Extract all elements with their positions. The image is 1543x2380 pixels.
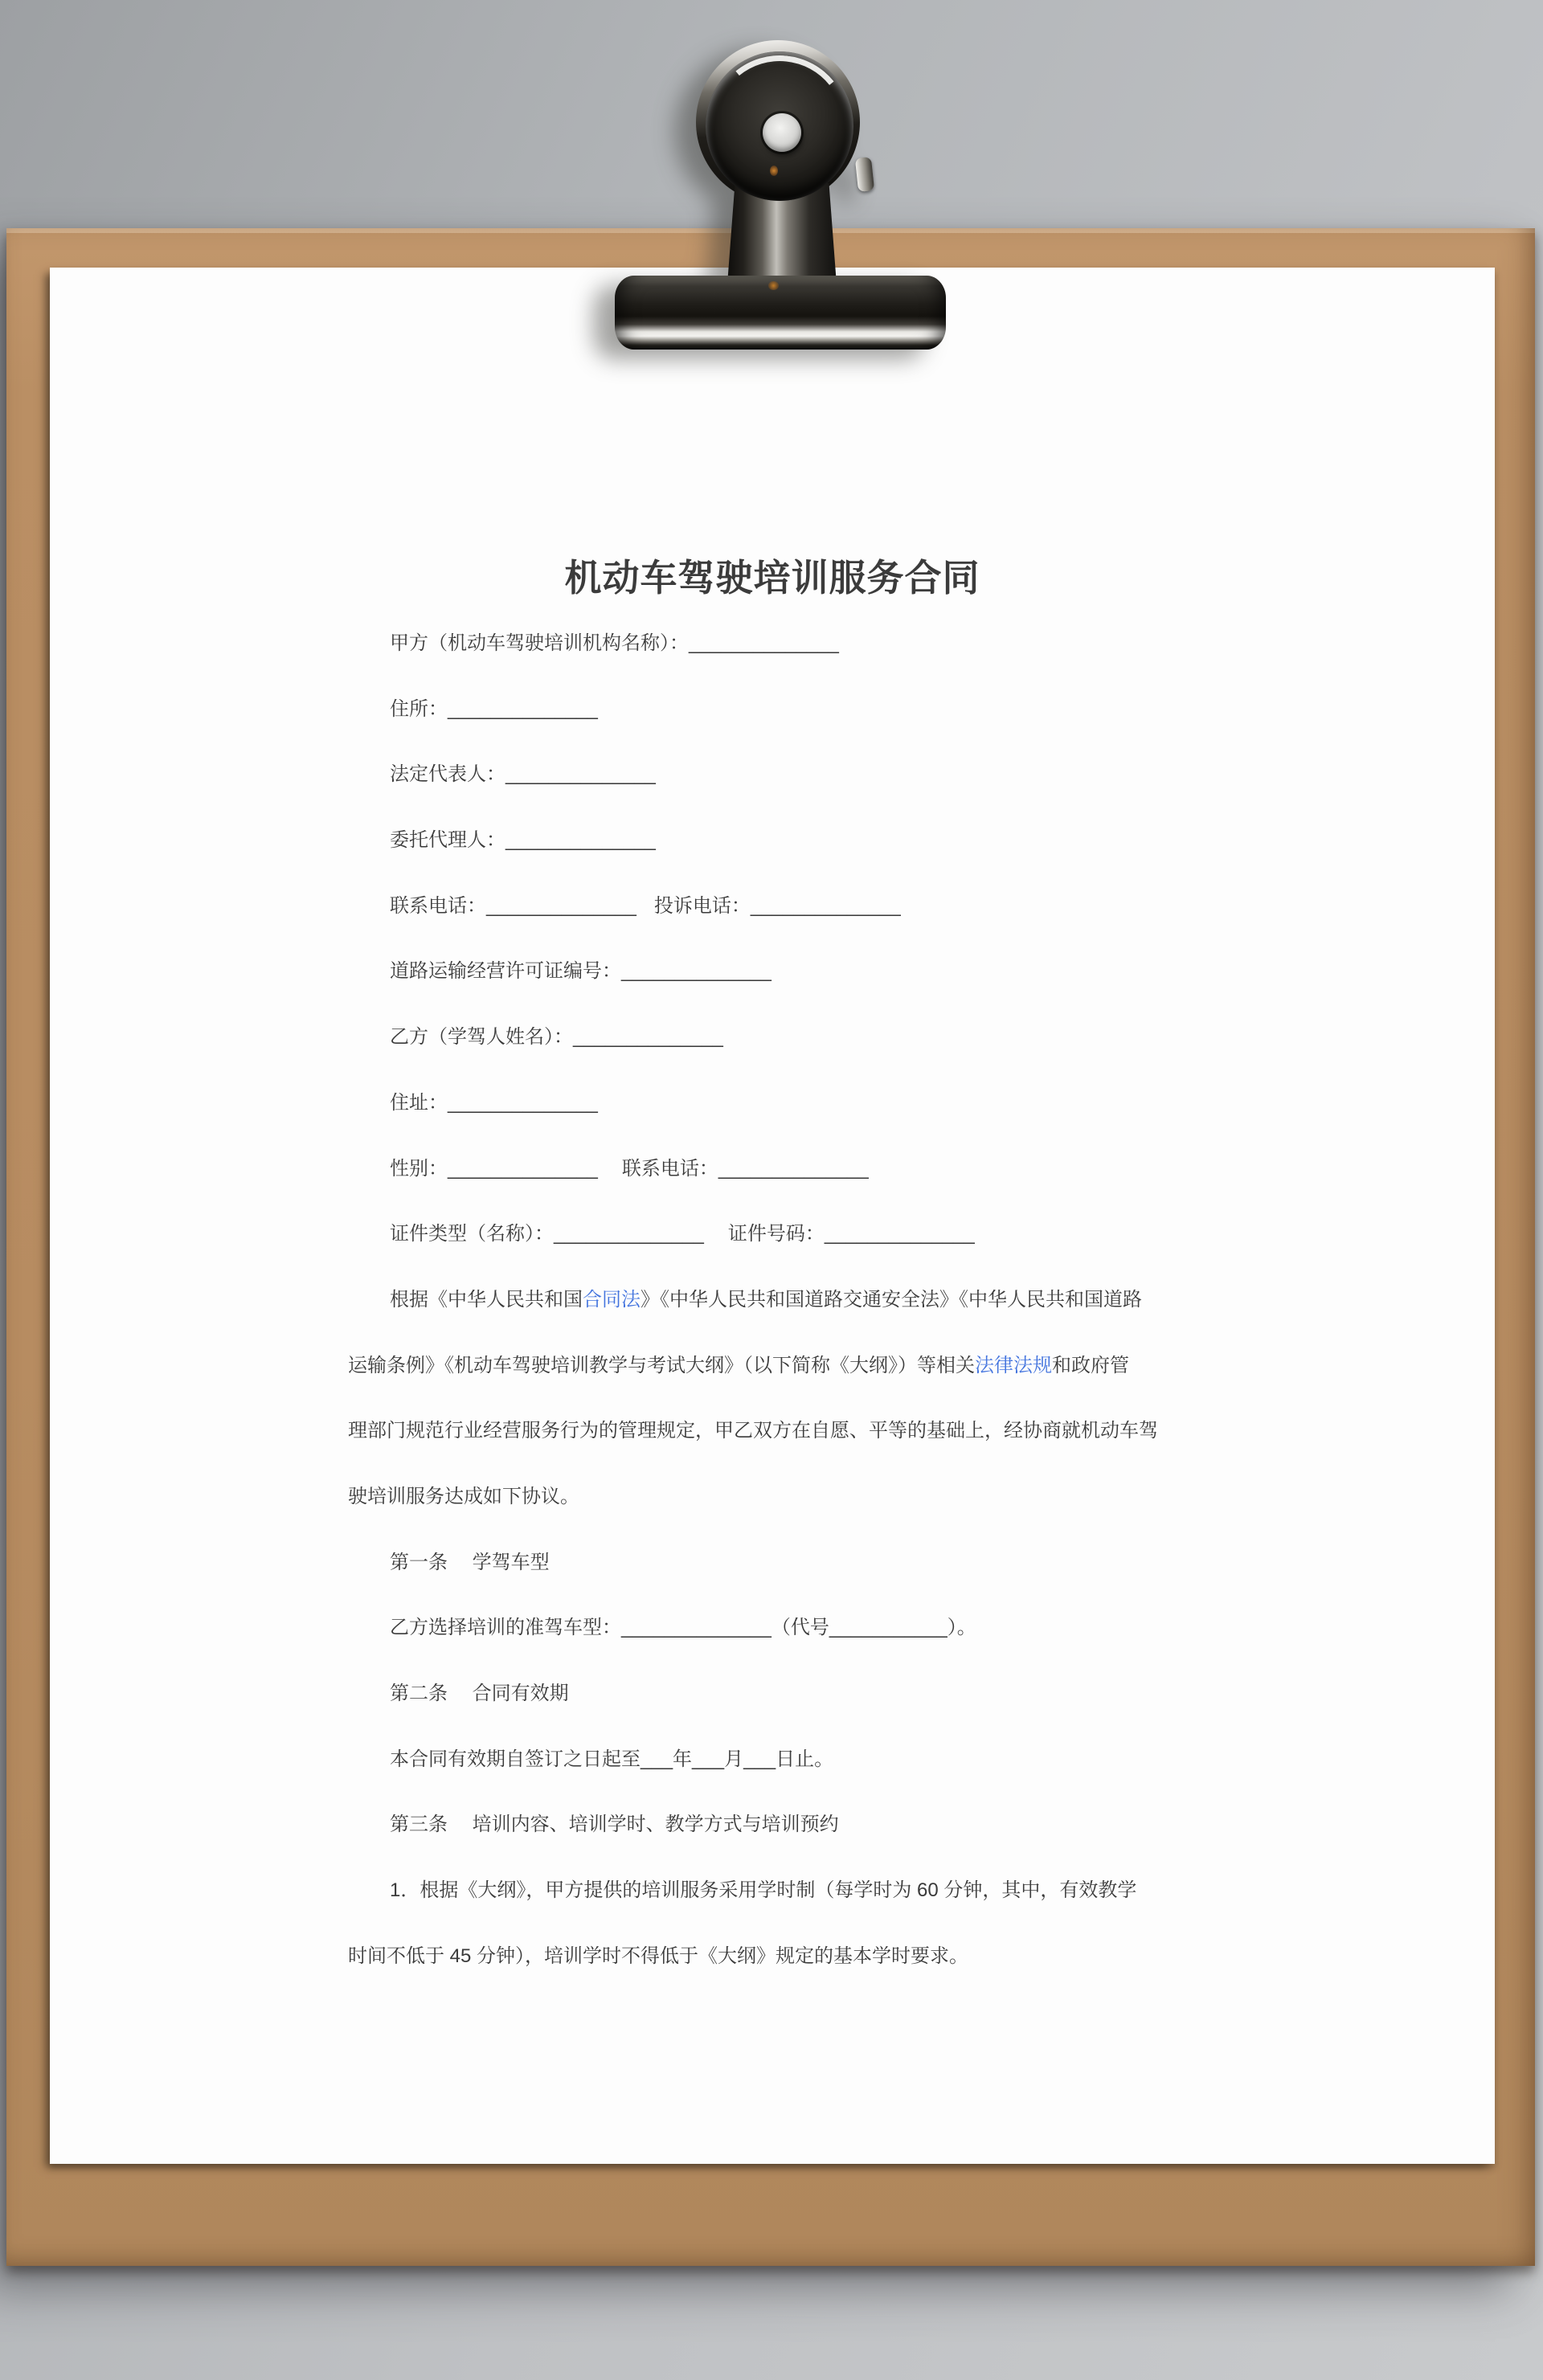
intro-text: 根据《中华人民共和国 xyxy=(390,1288,583,1311)
article1-heading: 第一条 学驾车型 xyxy=(390,1551,550,1573)
line-intro-3 xyxy=(348,1398,1232,1464)
contract-title: 机动车驾驶培训服务合同 xyxy=(564,557,980,599)
intro-text: 和政府管 xyxy=(1052,1354,1129,1376)
line-article2-body xyxy=(348,1727,1232,1793)
line-party-b-address xyxy=(348,1070,1232,1136)
clip-spring-ring xyxy=(696,40,860,204)
party-a-legal-rep-label: 法定代表人：______________ xyxy=(390,763,656,786)
line-party-a-legal-rep xyxy=(348,742,1232,808)
contract-paper xyxy=(50,268,1495,2164)
clipboard-board xyxy=(6,228,1535,2266)
article3-item1-text: 时间不低于 45 分钟），培训学时不得低于《大纲》规定的基本学时要求。 xyxy=(348,1944,969,1967)
line-party-b-id xyxy=(348,1201,1232,1267)
intro-text: 驶培训服务达成如下协议。 xyxy=(348,1485,579,1507)
line-article1-body xyxy=(348,1595,1232,1661)
article1-body: 乙方选择培训的准驾车型：______________（代号___________）。 xyxy=(390,1617,976,1639)
party-a-agent-label: 委托代理人：______________ xyxy=(390,829,656,852)
line-party-a-name xyxy=(348,611,1232,677)
party-a-license-label: 道路运输经营许可证编号：______________ xyxy=(390,960,772,983)
line-party-b-name xyxy=(348,1004,1232,1070)
intro-text: 》《中华人民共和国道路交通安全法》《中华人民共和国道路 xyxy=(641,1288,1142,1311)
party-a-complaint-phone-label: 投诉电话：______________ xyxy=(653,894,901,917)
contract-law-link[interactable]: 合同法 xyxy=(583,1288,641,1311)
party-b-phone-label: 联系电话：______________ xyxy=(621,1157,869,1180)
party-b-name-label: 乙方（学驾人姓名）：______________ xyxy=(390,1026,723,1049)
article2-body: 本合同有效期自签订之日起至___年___月___日止。 xyxy=(390,1748,834,1770)
intro-text: 理部门规范行业经营服务行为的管理规定，甲乙双方在自愿、平等的基础上，经协商就机动车驾 xyxy=(348,1420,1158,1442)
clip-center-hole xyxy=(763,113,801,152)
party-a-address-label: 住所：______________ xyxy=(390,697,598,720)
party-a-phone-label: 联系电话：______________ xyxy=(390,894,636,917)
article3-heading: 第三条 培训内容、培训学时、教学方式与培训预约 xyxy=(390,1814,839,1836)
line-party-a-address xyxy=(348,677,1232,742)
laws-regulations-link[interactable]: 法律法规 xyxy=(975,1354,1052,1376)
line-article1-heading xyxy=(348,1530,1232,1596)
line-article3-item1-l1 xyxy=(348,1858,1232,1924)
party-b-id-type-label: 证件类型（名称）：______________ xyxy=(390,1223,704,1245)
line-intro-2 xyxy=(348,1333,1232,1399)
clip-latch-lever xyxy=(855,157,874,192)
party-b-gender-label: 性别：______________ xyxy=(390,1157,598,1180)
line-article3-item1-l2 xyxy=(348,1924,1232,1989)
line-intro-4 xyxy=(348,1464,1232,1530)
article2-heading: 第二条 合同有效期 xyxy=(390,1683,569,1704)
line-party-b-gender-phone xyxy=(348,1136,1232,1202)
party-b-address-label: 住址：______________ xyxy=(390,1091,598,1114)
contract-body xyxy=(348,611,1232,1989)
line-party-a-phones xyxy=(348,873,1232,939)
clip-spring-head xyxy=(706,51,853,201)
line-article2-heading xyxy=(348,1661,1232,1727)
intro-text: 运输条例》《机动车驾驶培训教学与考试大纲》（以下简称《大纲》）等相关 xyxy=(348,1354,975,1376)
clip-reflection-glint xyxy=(770,166,778,176)
line-intro-1 xyxy=(348,1267,1232,1333)
party-b-id-no-label: 证件号码：______________ xyxy=(727,1223,975,1245)
line-article3-heading xyxy=(348,1792,1232,1858)
line-party-a-license xyxy=(348,939,1232,1004)
party-a-name-label: 甲方（机动车驾驶培训机构名称）：______________ xyxy=(390,632,839,654)
article3-item1-text: 1．根据《大纲》，甲方提供的培训服务采用学时制（每学时为 60 分钟，其中，有效教学 xyxy=(390,1879,1137,1902)
line-party-a-agent xyxy=(348,808,1232,873)
